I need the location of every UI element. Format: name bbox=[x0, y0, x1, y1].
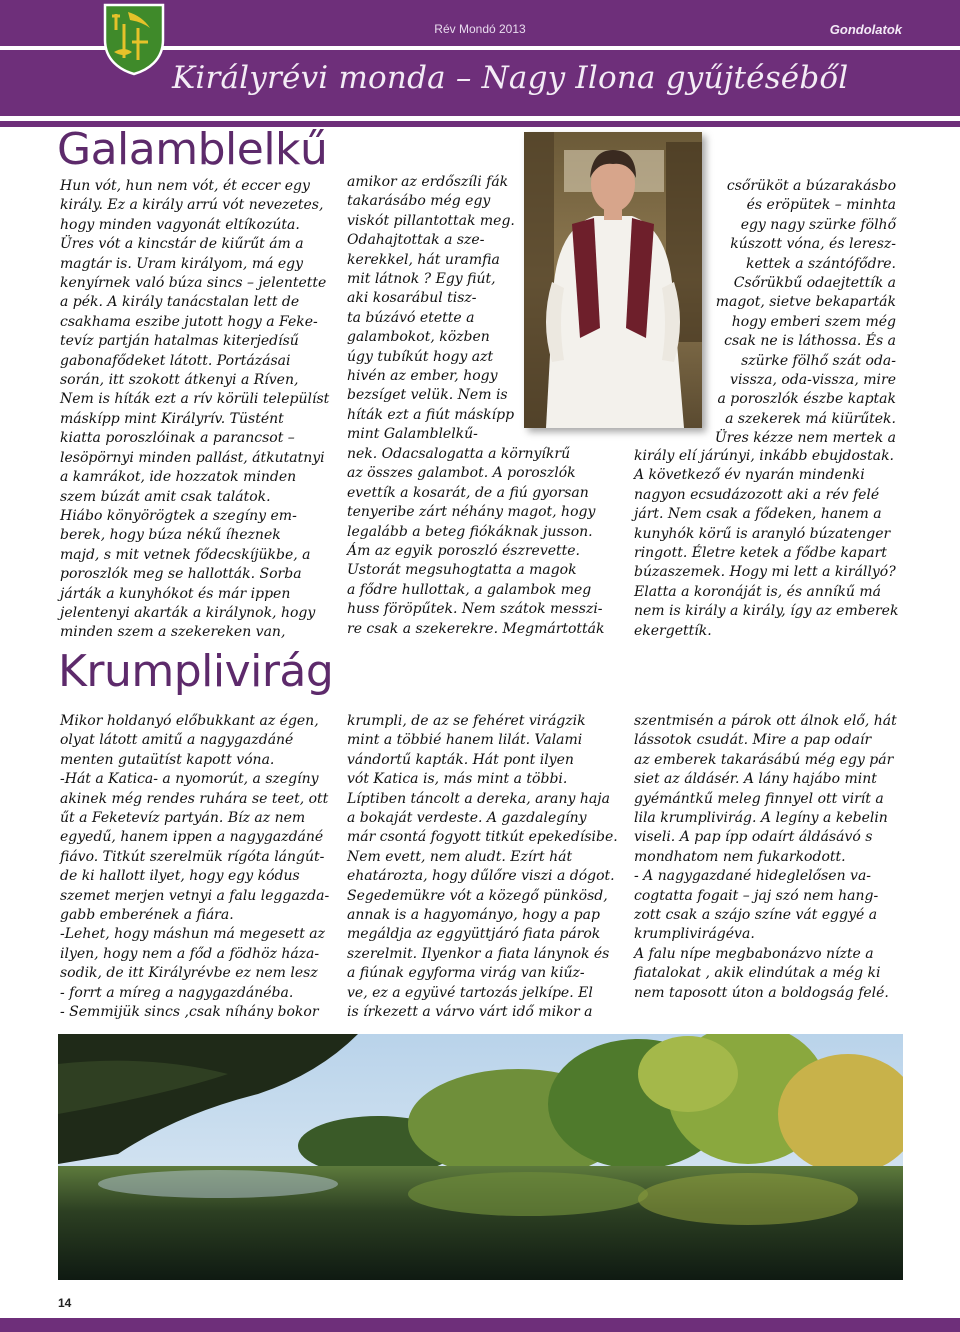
text-line: Mikor holdanyó előbukkant az égen, bbox=[60, 713, 319, 729]
text-line: vándortű kapták. Hát pont ilyen bbox=[347, 751, 574, 768]
text-line: poroszlók meg se hallották. Sorba bbox=[60, 566, 302, 583]
text-line: és eröpütek – minhta bbox=[746, 197, 896, 214]
text-line: szürke fölhő szát oda- bbox=[741, 352, 896, 369]
coat-of-arms-logo bbox=[102, 2, 166, 76]
portrait-image bbox=[524, 132, 702, 428]
text-line: búzaszemek. Hogy mi lett a királlyó? bbox=[634, 564, 896, 581]
text-line: krumplivirágéva. bbox=[634, 926, 755, 943]
text-line: hogy emberi szem még bbox=[731, 313, 896, 330]
text-line: hogy minden vagyonát eltíkozúta. bbox=[60, 216, 300, 233]
text-line: -Lehet, hogy máshun má megesett az bbox=[60, 926, 325, 943]
text-line: ilyen, hogy nem a főd a födhöz háza- bbox=[60, 945, 320, 962]
text-line: szemet merjen vetnyi a falu leggazda- bbox=[60, 887, 330, 904]
text-line: Segedemükre vót a közegő pünkösd, bbox=[347, 887, 608, 904]
text-line: az összes galambot. A poroszlók bbox=[347, 465, 576, 482]
text-line: lássotok csudát. Mire a pap odaír bbox=[634, 732, 872, 749]
text-line: az emberek takarásábú még egy pár bbox=[634, 751, 894, 768]
text-line: lila krumplivirág. A legíny a kebelin bbox=[634, 810, 888, 827]
landscape-image bbox=[58, 1034, 903, 1280]
text-line: csakhama eszibe jutott hogy a Feke- bbox=[60, 313, 318, 330]
text-line: Ustorát megsuhogtatta a magok bbox=[347, 562, 577, 579]
text-line: Csőrükbű odaejtettík a bbox=[733, 275, 896, 292]
text-line: csőrüköt a búzarakásbo bbox=[726, 178, 896, 194]
text-line: Líptiben táncolt a dereka, arany haja bbox=[347, 790, 610, 807]
text-line: viseli. A pap ípp odaírt áldásávó s bbox=[634, 829, 873, 846]
text-line: galambokot, közben bbox=[347, 329, 490, 346]
text-line: evettík a kosarát, de a fiú gyorsan bbox=[347, 484, 589, 501]
text-line: Elatta a koronáját is, és anníkű má bbox=[634, 583, 881, 600]
article1-column-2-top bbox=[347, 173, 515, 445]
text-line: bezsíget velük. Nem is bbox=[347, 387, 508, 404]
text-line: tevíz partján hatalmas kiterjedísű bbox=[60, 333, 299, 350]
text-line: legalább a beteg fiókáknak jusson. bbox=[347, 523, 593, 540]
text-line: vissza, oda-vissza, mire bbox=[730, 372, 896, 389]
river-landscape-photo bbox=[58, 1034, 903, 1280]
text-line: járták a kunyhókot és már ippen bbox=[60, 585, 291, 602]
text-line: berek, hogy búza nékű íheznek bbox=[60, 527, 281, 544]
text-line: egy nagy szürke fölhő bbox=[740, 216, 896, 233]
text-line: re csak a szekerekre. Megmártották bbox=[347, 620, 605, 637]
text-line: kunyhók körű is aranyló búzatenger bbox=[634, 525, 891, 542]
text-line: aki kosarábul tisz- bbox=[347, 290, 477, 307]
text-line: ve, ez a együvé tartozás jelkípe. El bbox=[347, 984, 593, 1001]
text-line: magtár is. Uram királyom, má egy bbox=[60, 255, 304, 272]
text-line: Hiábo könyörögtek a szegíny em- bbox=[60, 507, 297, 524]
text-line: gabb emberének a fiára. bbox=[60, 907, 234, 924]
text-line: siet az áldásér. A lány hajábo mint bbox=[634, 771, 877, 788]
text-line: a poroszlók észbe kaptak bbox=[717, 391, 896, 408]
text-line: lesöpörnyi minden pallást, átkutatnyi bbox=[60, 449, 325, 466]
footer-bar bbox=[0, 1318, 960, 1332]
text-line: űt a Feketevíz partyán. Bíz az nem bbox=[60, 810, 306, 827]
text-line: mit látnok ? Egy fiút, bbox=[347, 271, 496, 288]
text-line: magot, sietve bekaparták bbox=[715, 294, 896, 311]
text-line: A következő év nyarán mindenki bbox=[634, 467, 865, 484]
text-line: kenyírnek való búza sincs – jelentette bbox=[60, 275, 327, 292]
text-line: kúszott vóna, és leresz- bbox=[730, 236, 896, 253]
text-line: minden szem a szekereken van, bbox=[60, 624, 286, 641]
text-line: nem taposott úton a boldogság felé. bbox=[634, 984, 889, 1001]
text-line: király. Ez a király arrú vót nevezetes, bbox=[60, 197, 324, 214]
text-line: gyémántkű meleg finnyel ott virít a bbox=[634, 790, 884, 807]
article-title-krumplivirag: Krumplivirág bbox=[58, 646, 334, 697]
text-line: ta búzávó etette a bbox=[347, 309, 475, 326]
article-title-galamblelku: Galamblelkű bbox=[57, 124, 328, 175]
text-line: - Semmijük sincs ,csak níhány bokor bbox=[60, 1004, 319, 1021]
text-line: -Hát a Katica- a nyomorút, a szegíny bbox=[60, 771, 319, 788]
article1-column-3-top bbox=[715, 177, 896, 449]
text-line: máskípp mint Királyrív. Tüstént bbox=[60, 410, 284, 427]
text-line: tenyeribe zárt néhány magot, hogy bbox=[347, 504, 596, 521]
text-line: Üres vót a kincstár de kiűrűt ám a bbox=[60, 236, 304, 253]
text-line: de ki hallott ilyet, hogy egy kódus bbox=[60, 868, 300, 885]
text-line: annak is a hagyományo, hogy a pap bbox=[347, 907, 600, 924]
text-line: mint a többié hanem lilát. Valami bbox=[347, 732, 583, 749]
text-line: sodik, de itt Királyrévbe ez nem lesz bbox=[60, 965, 318, 982]
article2-column-2 bbox=[347, 712, 618, 1023]
text-line: viskót pillantottak meg. bbox=[347, 212, 515, 229]
banner-title: Királyrévi monda – Nagy Ilona gyűjtéséből bbox=[172, 60, 849, 96]
text-line: majd, s mit vetnek fődecskíjükbe, a bbox=[60, 546, 311, 563]
text-line: a szekerek má kiürűtek. bbox=[725, 410, 896, 427]
text-line: hivén az ember, hogy bbox=[347, 368, 498, 385]
text-line: megáldja az eggyüttjáró fiata párok bbox=[347, 926, 601, 943]
text-line: ringott. Életre ketek a fődbe kapart bbox=[634, 545, 887, 562]
text-line: király elí járúnyi, inkább ebujdostak. bbox=[634, 448, 895, 464]
text-line: csak ne is láthossa. És a bbox=[724, 333, 896, 350]
text-line: is írkezett a várvo várt idő mikor a bbox=[347, 1004, 593, 1021]
text-line: Nem is híták ezt a rív körüli települíst bbox=[60, 391, 330, 408]
article1-column-1 bbox=[60, 177, 329, 643]
portrait-photo bbox=[524, 132, 702, 428]
section-name: Gondolatok bbox=[829, 22, 902, 37]
text-line: A falu nípe megbabonázvo nízte a bbox=[634, 945, 874, 962]
text-line: már csontá fogyott titkút epekedísibe. bbox=[347, 829, 618, 846]
article1-column-2-bottom bbox=[347, 445, 605, 639]
text-line: szentmisén a párok ott álnok elő, hát bbox=[634, 713, 897, 729]
text-line: akinek még rendes ruhára se teet, ott bbox=[60, 790, 329, 807]
text-line: a pék. A király tanácstalan lett de bbox=[60, 294, 300, 311]
text-line: kiatta poroszlóinak a parancsot – bbox=[60, 430, 295, 447]
text-line: - A nagygazdané hideglelősen va- bbox=[634, 868, 872, 885]
text-line: zott csak a szájo színe vát eggyé a bbox=[634, 907, 878, 924]
article2-column-1 bbox=[60, 712, 329, 1023]
text-line: híták ezt a fiút máskípp bbox=[347, 406, 515, 423]
text-line: kettek a szántófődre. bbox=[745, 255, 896, 272]
text-line: menten gutaütíst kapott vóna. bbox=[60, 751, 275, 768]
publication-name: Rév Mondó 2013 bbox=[434, 22, 526, 36]
text-line: Üres kézze nem mertek a bbox=[714, 430, 896, 447]
text-line: egyedű, hanem ippen a nagygazdáné bbox=[60, 829, 324, 846]
text-line: mondhatom nem fukarkodott. bbox=[634, 848, 846, 865]
text-line: fiatalokat , akik elindútak a még ki bbox=[634, 965, 881, 982]
text-line: során, itt szokott átkenyi a Ríven, bbox=[60, 372, 299, 389]
text-line: vót Katica is, más mint a többi. bbox=[347, 771, 568, 788]
text-line: nagyon ecsudázozott aki a rév felé bbox=[634, 486, 880, 503]
article1-column-3-bottom bbox=[634, 447, 898, 641]
text-line: a fiúnak egyforma virág van kiűz- bbox=[347, 965, 585, 982]
text-line: krumpli, de az se fehéret virágzik bbox=[347, 713, 586, 729]
text-line: gabonafődeket látott. Portázásai bbox=[60, 352, 291, 369]
text-line: járt. Nem csak a fődeken, hanem a bbox=[634, 506, 882, 523]
text-line: kerekkel, hát uramfia bbox=[347, 251, 500, 268]
text-line: úgy tubíkút hogy azt bbox=[347, 348, 494, 365]
text-line: Nem evett, nem aludt. Ezírt hát bbox=[347, 848, 573, 865]
text-line: szerelmit. Ilyenkor a fiata lánynok és bbox=[347, 945, 610, 962]
text-line: Odahajtottak a sze- bbox=[347, 232, 485, 249]
text-line: jelentenyi akarták a királynok, hogy bbox=[60, 604, 316, 621]
text-line: szem búzát amit csak talátok. bbox=[60, 488, 271, 505]
text-line: a bokaját verdeste. A gazdalegíny bbox=[347, 810, 587, 827]
text-line: amikor az erdőszíli fák bbox=[347, 174, 509, 190]
text-line: ehatározta, hogy dűlőre viszi a dógot. bbox=[347, 868, 615, 885]
text-line: olyat látott amitű a nagygazdáné bbox=[60, 732, 294, 749]
text-line: cogtatta fogait – jaj szó nem hang- bbox=[634, 887, 879, 904]
page-number: 14 bbox=[58, 1296, 72, 1310]
text-line: ekergettík. bbox=[634, 622, 712, 639]
text-line: Hun vót, hun nem vót, ét eccer egy bbox=[60, 178, 310, 194]
text-line: fiávo. Titkút szerelmük rígóta lángút- bbox=[60, 848, 325, 865]
text-line: huss föröpűtek. Nem szátok messzi- bbox=[347, 601, 603, 618]
article2-column-3 bbox=[634, 712, 897, 1003]
text-line: nek. Odacsalogatta a környíkrű bbox=[347, 446, 571, 462]
text-line: takarásábo még egy bbox=[347, 193, 491, 210]
text-line: - forrt a míreg a nagygazdánéba. bbox=[60, 984, 294, 1001]
text-line: a kamrákot, ide hozzatok minden bbox=[60, 469, 297, 486]
text-line: nem is király a király, így az emberek bbox=[634, 603, 899, 620]
text-line: mint Galamblelkű- bbox=[347, 426, 478, 443]
text-line: Ám az egyik poroszló észrevette. bbox=[347, 543, 581, 560]
text-line: a fődre hullottak, a galambok meg bbox=[347, 581, 592, 598]
